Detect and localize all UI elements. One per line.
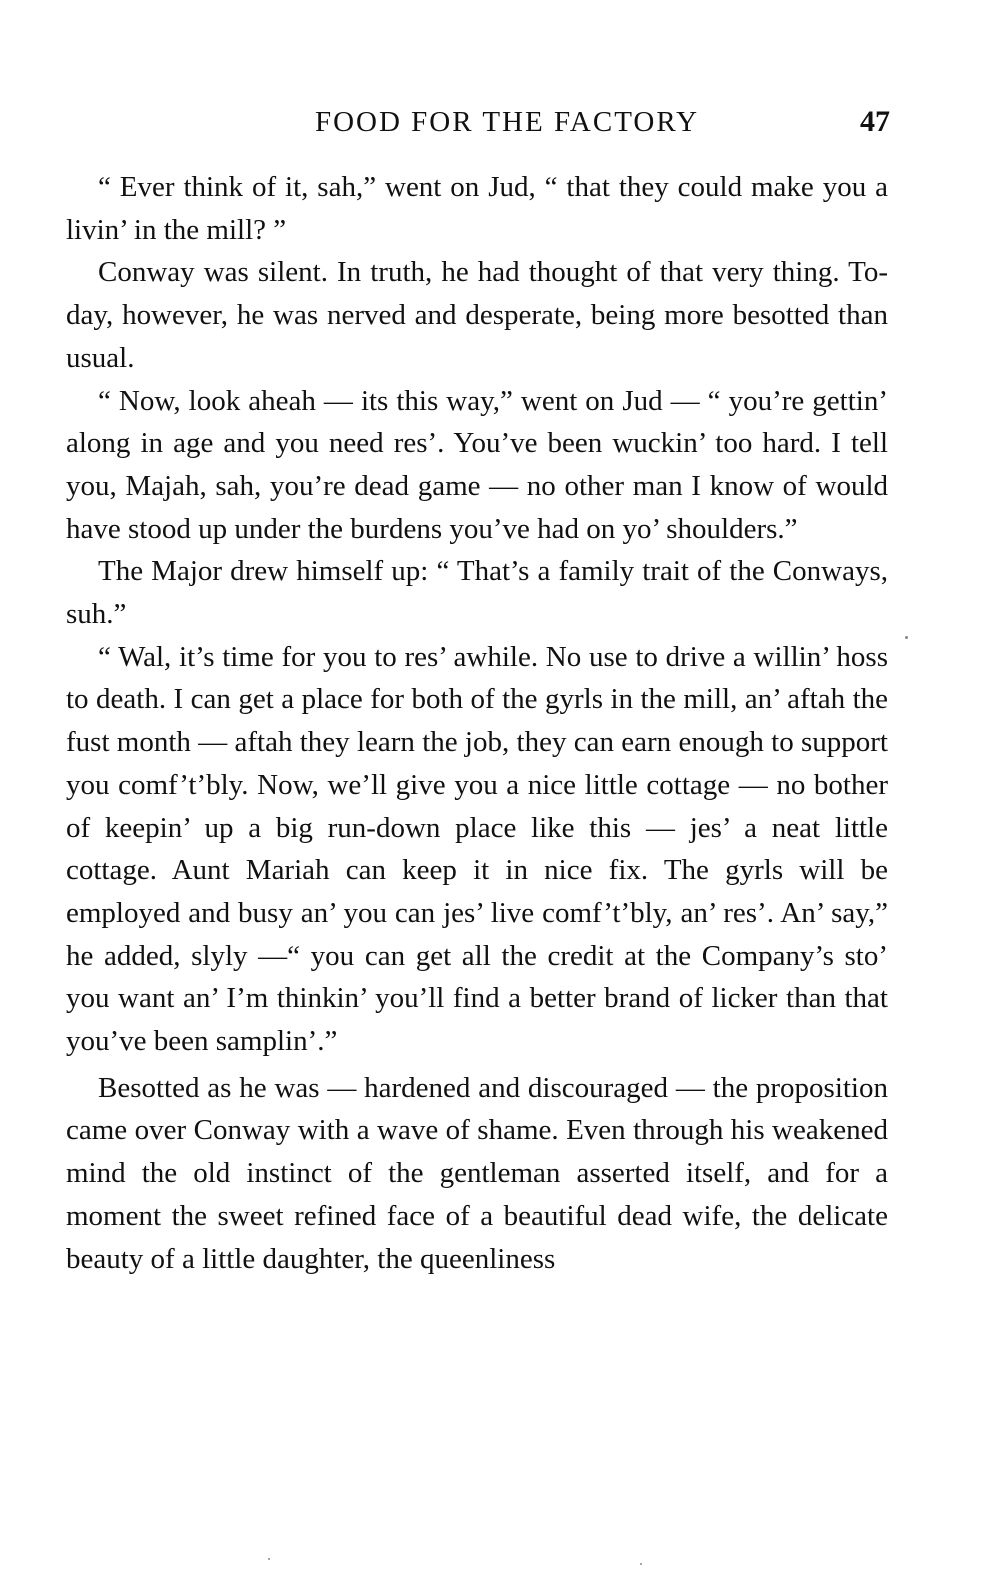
body-text [66,166,888,1280]
paragraph-6: Besotted as he was — hardened and discouraged — the proposition came over Conway with a wave of shame. Even through his weakened mind the old instinct of the gentleman asserted itself, and for a moment the sweet refined face of a beautiful dead wife, the delicate beauty of a little daughter, the queenliness [66,1071,888,1275]
running-head [64,100,890,144]
paper-speck [268,1558,270,1560]
paragraph-1: “ Ever think of it, sah,” went on Jud, “ that they could make you a livin’ in the mill? ” [66,171,888,246]
paragraph-5: “ Wal, it’s time for you to res’ awhile. No use to drive a willin’ hoss to death. I can get a place for both of the gyrls in the mill, an’ aftah the fust month — aftah they learn the job, they can earn enough to support you comf’t’bly. Now, we’ll give you a nice little cottage — no bother of keepin’ up a big run-down place like this — jes’ a neat little cottage. Aunt Mariah can keep it in nice fix. The gyrls will be employed and busy an’ you can jes’ live comf’t’bly, an’ res’. An’ say,” he added, slyly —“ you can get all the credit at the Company’s sto’ you want an’ I’m thinkin’ you’ll find a better brand of licker than that you’ve been samplin’.” [66,640,888,1058]
page-number: 47 [860,105,890,138]
paper-speck [640,1563,642,1565]
running-title: FOOD FOR THE FACTORY [314,106,700,138]
paragraph-3: “ Now, look aheah — its this way,” went on Jud — “ you’re gettin’ along in age and you need res’. You’ve been wuckin’ too hard. I tell you, Majah, sah, you’re dead game — no other man I know of would have stood up under the burdens you’ve had on yo’ shoulders.” [66,384,888,545]
paragraph-2: Conway was silent. In truth, he had thought of that very thing. To-day, however, he was nerved and desperate, being more besotted than usual. [66,256,888,374]
paragraph-4: The Major drew himself up: “ That’s a family trait of the Conways, suh.” [66,555,888,631]
paper-speck [905,636,908,639]
